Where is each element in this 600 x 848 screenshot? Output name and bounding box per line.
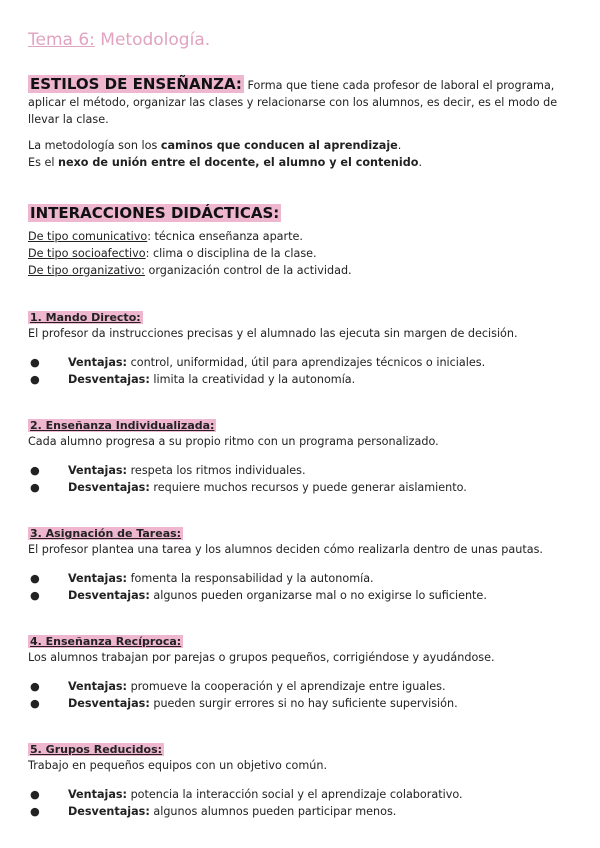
method-title: 1. Mando Directo: (30, 311, 141, 324)
method-section (28, 525, 576, 604)
ventajas-label: Ventajas: (68, 788, 128, 801)
estilos-section (28, 76, 576, 171)
interaccion-text: organización control de la actividad. (144, 264, 352, 277)
desventajas-item (28, 479, 576, 496)
ventajas-item (28, 462, 576, 479)
method-title: 5. Grupos Reducidos: (30, 743, 163, 756)
interaccion-item (28, 228, 576, 245)
interaccion-label: De tipo organizativo: (28, 264, 145, 277)
desventajas-label: Desventajas: (68, 373, 150, 386)
nexo-text: Es el (28, 156, 59, 169)
desventajas-label: Desventajas: (68, 805, 150, 818)
metodologia-text: La metodología son los (28, 139, 161, 152)
bullet-icon: ● (30, 373, 40, 386)
interacciones-heading: INTERACCIONES DIDÁCTICAS: (30, 204, 280, 222)
method-description: El profesor da instrucciones precisas y el alumnado las ejecuta sin margen de decisión. (28, 327, 518, 340)
ventajas-label: Ventajas: (68, 572, 128, 585)
desventajas-label: Desventajas: (68, 481, 150, 494)
ventajas-text: respeta los ritmos individuales. (130, 464, 306, 477)
ventajas-item (28, 354, 576, 371)
method-section (28, 309, 576, 388)
bullet-icon: ● (30, 697, 40, 710)
title-prefix: Tema 6: (28, 30, 95, 50)
method-description: Cada alumno progresa a su propio ritmo con un programa personalizado. (28, 435, 439, 448)
method-section (28, 741, 576, 820)
bullet-icon: ● (30, 464, 40, 477)
desventajas-item (28, 371, 576, 388)
estilos-text: Forma que tiene cada profesor de laboral el programa, aplicar el método, organizar las clases y relacionarse con los alumnos, es decir, es el modo de llevar la clase. (28, 79, 558, 126)
nexo-bold: nexo de unión entre el docente, el alumno y el contenido (58, 156, 419, 169)
interacciones-section (28, 203, 576, 279)
ventajas-label: Ventajas: (68, 464, 128, 477)
estilos-heading: ESTILOS DE ENSEÑANZA: (30, 75, 242, 93)
method-description: Trabajo en pequeños equipos con un objetivo común. (28, 759, 327, 772)
nexo-end: . (418, 156, 422, 169)
interaccion-item (28, 262, 576, 279)
method-section (28, 417, 576, 496)
interaccion-label: De tipo socioafectivo (28, 247, 146, 260)
desventajas-text: pueden surgir errores si no hay suficiente supervisión. (153, 697, 458, 710)
method-description: El profesor plantea una tarea y los alumnos deciden cómo realizarla dentro de unas pautas. (28, 543, 543, 556)
ventajas-item (28, 678, 576, 695)
bullet-icon: ● (30, 356, 40, 369)
bullet-icon: ● (30, 788, 40, 801)
desventajas-text: limita la creatividad y la autonomía. (153, 373, 356, 386)
bullet-icon: ● (30, 805, 40, 818)
interaccion-label: De tipo comunicativo (28, 230, 148, 243)
ventajas-text: control, uniformidad, útil para aprendizajes técnicos o iniciales. (130, 356, 486, 369)
desventajas-label: Desventajas: (68, 589, 150, 602)
interaccion-item (28, 245, 576, 262)
ventajas-label: Ventajas: (68, 356, 128, 369)
ventajas-item (28, 570, 576, 587)
title-rest: Metodología. (94, 30, 211, 50)
bullet-icon: ● (30, 680, 40, 693)
desventajas-item (28, 587, 576, 604)
method-title: 3. Asignación de Tareas: (30, 527, 182, 540)
ventajas-text: promueve la cooperación y el aprendizaje entre iguales. (130, 680, 446, 693)
interaccion-text: : técnica enseñanza aparte. (147, 230, 303, 243)
metodologia-bold: caminos que conducen al aprendizaje (160, 139, 398, 152)
ventajas-item (28, 786, 576, 803)
bullet-icon: ● (30, 572, 40, 585)
page-title (28, 30, 210, 50)
bullet-icon: ● (30, 589, 40, 602)
ventajas-label: Ventajas: (68, 680, 128, 693)
method-title: 2. Enseñanza Individualizada: (30, 419, 215, 432)
desventajas-text: algunos pueden organizarse mal o no exigirse lo suficiente. (153, 589, 487, 602)
bullet-icon: ● (30, 481, 40, 494)
desventajas-text: requiere muchos recursos y puede generar aislamiento. (153, 481, 467, 494)
desventajas-label: Desventajas: (68, 697, 150, 710)
desventajas-text: algunos alumnos pueden participar menos. (153, 805, 397, 818)
desventajas-item (28, 695, 576, 712)
ventajas-text: fomenta la responsabilidad y la autonomía. (130, 572, 374, 585)
method-section (28, 633, 576, 712)
desventajas-item (28, 803, 576, 820)
ventajas-text: potencia la interacción social y el aprendizaje colaborativo. (130, 788, 463, 801)
metodologia-end: . (397, 139, 402, 152)
method-description: Los alumnos trabajan por parejas o grupos pequeños, corrigiéndose y ayudándose. (28, 651, 495, 664)
interaccion-text: : clima o disciplina de la clase. (145, 247, 317, 260)
method-title: 4. Enseñanza Recíproca: (30, 635, 182, 648)
